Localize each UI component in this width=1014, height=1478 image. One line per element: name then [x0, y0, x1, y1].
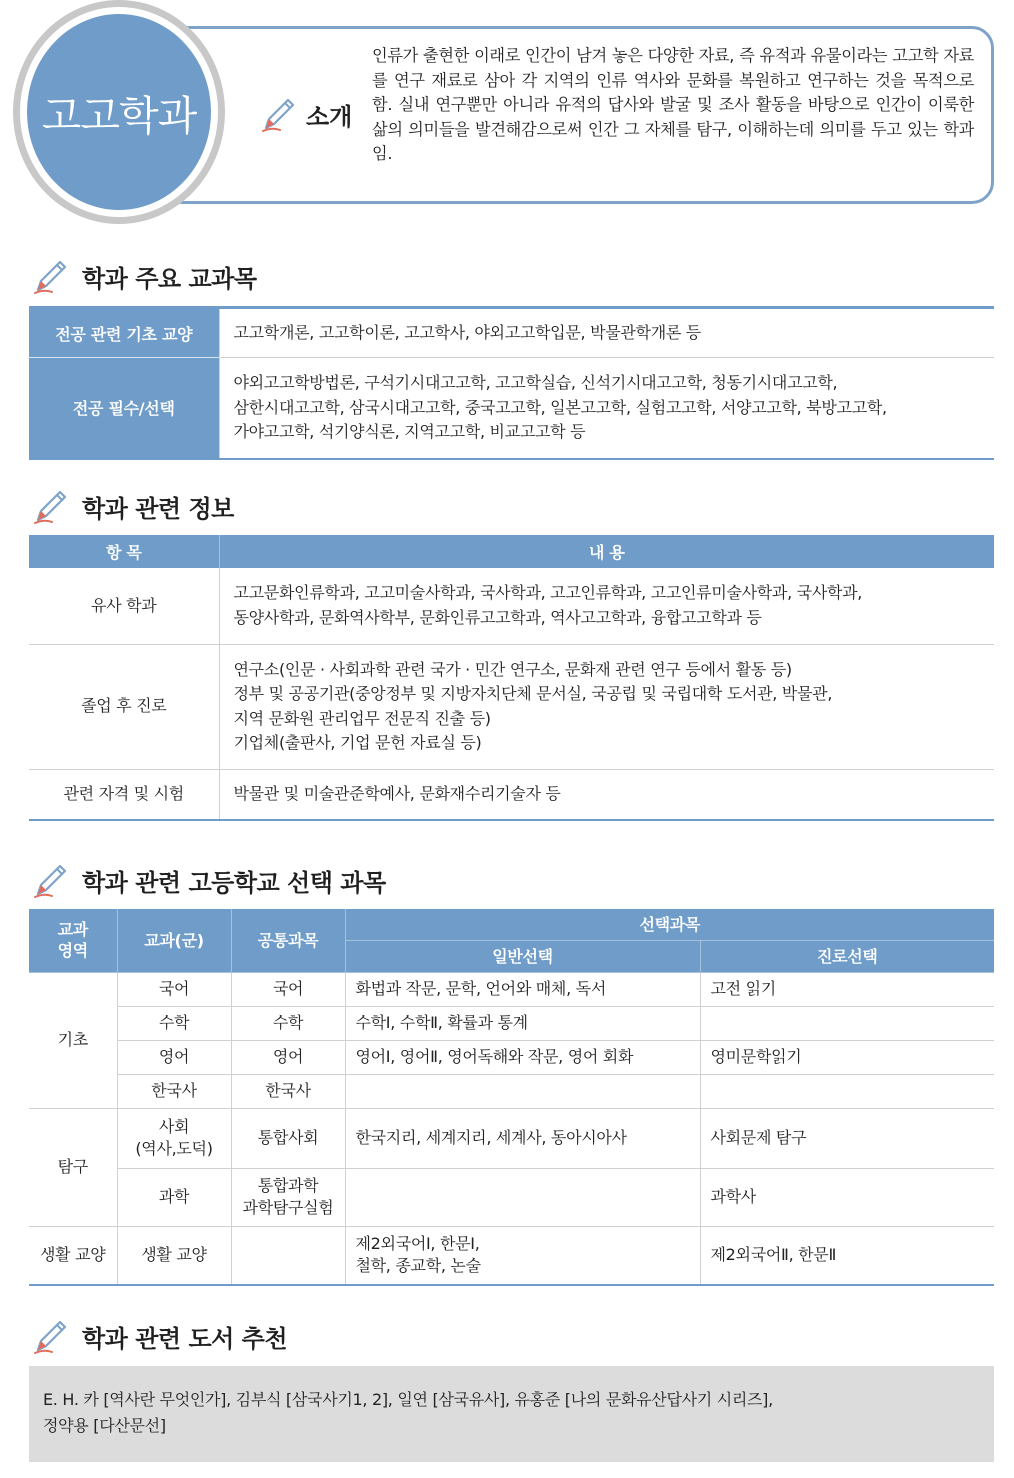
group-cell: 생활 교양	[117, 1226, 231, 1285]
career-cell: 제2외국어Ⅱ, 한문Ⅱ	[700, 1226, 994, 1285]
career-cell: 영미문학읽기	[700, 1040, 994, 1074]
col-header-career: 진로선택	[700, 940, 994, 972]
section-heading-hs	[30, 860, 386, 900]
subjects-table	[29, 306, 994, 460]
row-label: 관련 자격 및 시험	[29, 769, 219, 820]
general-cell: 한국지리, 세계지리, 세계사, 동아시아사	[345, 1108, 700, 1168]
row-label: 유사 학과	[29, 568, 219, 644]
section-title: 학과 관련 고등학교 선택 과목	[82, 868, 386, 897]
career-cell	[700, 1074, 994, 1108]
content-line: 박물관 및 미술관준학예사, 문화재수리기술자 등	[233, 784, 561, 803]
general-cell: 화법과 작문, 문학, 언어와 매체, 독서	[345, 972, 700, 1006]
col-header-item: 항 목	[29, 535, 219, 568]
content-line: 삼한시대고고학, 삼국시대고고학, 중국고고학, 일본고고학, 실험고고학, 서양고고학, 북방고고학,	[233, 397, 887, 417]
general-cell: 영어Ⅰ, 영어Ⅱ, 영어독해와 작문, 영어 회화	[345, 1040, 700, 1074]
career-cell: 고전 읽기	[700, 972, 994, 1006]
header-line: 교과	[57, 920, 88, 940]
table-header-row	[29, 909, 994, 940]
group-cell: 국어	[117, 972, 231, 1006]
row-content	[219, 568, 994, 644]
career-cell: 사회문제 탐구	[700, 1108, 994, 1168]
hs-subjects-table	[29, 909, 994, 1286]
common-cell: 한국사	[231, 1074, 345, 1108]
cell-line: 철학, 종교학, 논술	[355, 1256, 481, 1276]
pencil-icon	[30, 256, 70, 296]
table-header-row	[29, 535, 994, 568]
intro-heading	[258, 94, 352, 134]
section-title: 학과 관련 정보	[82, 494, 234, 523]
common-cell	[231, 1168, 345, 1226]
table-row	[29, 1168, 994, 1226]
cell-line: 과학탐구실험	[242, 1198, 334, 1217]
general-cell	[345, 1168, 700, 1226]
section-title: 학과 주요 교과목	[82, 264, 257, 293]
group-cell: 과학	[117, 1168, 231, 1226]
content-line: 야외고고학방법론, 구석기시대고고학, 고고학실습, 신석기시대고고학, 청동기시대고고학,	[233, 373, 838, 392]
table-row	[29, 972, 994, 1006]
table-row	[29, 1108, 994, 1168]
row-content	[219, 308, 994, 358]
content-line: 고고학개론, 고고학이론, 고고학사, 야외고고학입문, 박물관학개론 등	[233, 322, 701, 342]
col-header-area	[29, 909, 117, 972]
pencil-icon	[30, 1316, 70, 1356]
common-cell: 통합사회	[231, 1108, 345, 1168]
row-content	[219, 644, 994, 769]
row-label: 졸업 후 진로	[29, 644, 219, 769]
pencil-icon	[30, 860, 70, 900]
row-content	[219, 769, 994, 820]
intro-text: 인류가 출현한 이래로 인간이 남겨 놓은 다양한 자료, 즉 유적과 유물이라는 고고학 자료를 연구 재료로 삼아 각 지역의 인류 역사와 문화를 복원하고 연구하는 것을 목적으로 함. 실내 연구뿐만 아니라 유적의 답사와 발굴 및 조사 활동을 바탕으로 인간이 이룩한 삶의 의미들을 발견해감으로써 인간 그 자체를 탐구, 이해하는데 의미를 두고 있는 학과임.	[372, 46, 974, 163]
content-line: 동양사학과, 문화역사학부, 문화인류고고학과, 역사고고학과, 융합고고학과 등	[233, 607, 762, 627]
career-cell: 과학사	[700, 1168, 994, 1226]
table-row	[29, 568, 994, 644]
group-cell: 한국사	[117, 1074, 231, 1108]
info-table	[29, 535, 994, 821]
common-cell: 국어	[231, 972, 345, 1006]
table-row	[29, 769, 994, 820]
cell-line: 제2외국어Ⅰ, 한문Ⅰ,	[355, 1234, 480, 1254]
table-row	[29, 1006, 994, 1040]
cell-line: 사회	[158, 1117, 190, 1136]
area-cell: 기초	[29, 972, 117, 1108]
common-cell: 수학	[231, 1006, 345, 1040]
content-line: 고고문화인류학과, 고고미술사학과, 국사학과, 고고인류학과, 고고인류미술사학과, 국사학과,	[233, 583, 863, 603]
content-line: 지역 문화원 관리업무 전문직 진출 등)	[233, 708, 491, 728]
section-heading-info	[30, 486, 234, 526]
books-line: 정약용 [다산문선]	[43, 1416, 166, 1435]
books-box	[29, 1366, 994, 1462]
intro-label: 소개	[306, 102, 353, 131]
col-header-general: 일반선택	[345, 940, 700, 972]
table-row	[29, 358, 994, 459]
books-line: E. H. 카 [역사란 무엇인가], 김부식 [삼국사기1, 2], 일연 [삼국유사], 유홍준 [나의 문화유산답사기 시리즈],	[43, 1390, 773, 1409]
section-heading-books	[30, 1316, 287, 1356]
group-cell	[117, 1108, 231, 1168]
area-cell: 생활 교양	[29, 1226, 117, 1285]
general-cell	[345, 1074, 700, 1108]
table-row	[29, 644, 994, 769]
cell-line: (역사,도덕)	[135, 1139, 213, 1158]
content-line: 가야고고학, 석기양식론, 지역고고학, 비교고고학 등	[233, 422, 586, 441]
table-row	[29, 1040, 994, 1074]
group-cell: 영어	[117, 1040, 231, 1074]
pencil-icon	[30, 486, 70, 526]
group-cell: 수학	[117, 1006, 231, 1040]
general-cell: 수학Ⅰ, 수학Ⅱ, 확률과 통계	[345, 1006, 700, 1040]
col-header-content: 내 용	[219, 535, 994, 568]
row-label: 전공 관련 기초 교양	[29, 308, 219, 358]
area-cell: 탐구	[29, 1108, 117, 1226]
table-row	[29, 1226, 994, 1285]
table-row	[29, 1074, 994, 1108]
content-line: 기업체(출판사, 기업 문헌 자료실 등)	[233, 733, 482, 752]
content-line: 정부 및 공공기관(중앙정부 및 지방자치단체 문서실, 국공립 및 국립대학 도서관, 박물관,	[233, 684, 833, 703]
common-cell	[231, 1226, 345, 1285]
dept-badge	[27, 14, 211, 210]
pencil-icon	[258, 94, 298, 134]
row-label: 전공 필수/선택	[29, 358, 219, 459]
cell-line: 통합과학	[257, 1176, 319, 1195]
common-cell: 영어	[231, 1040, 345, 1074]
col-header-group: 교과(군)	[117, 909, 231, 972]
general-cell	[345, 1226, 700, 1285]
section-title: 학과 관련 도서 추천	[82, 1324, 288, 1353]
col-header-common: 공통과목	[231, 909, 345, 972]
table-row	[29, 308, 994, 358]
section-heading-subjects	[30, 256, 257, 296]
dept-name: 고고학과	[41, 91, 197, 140]
header-line: 영역	[57, 941, 88, 961]
col-header-elective: 선택과목	[345, 909, 994, 940]
content-line: 연구소(인문 · 사회과학 관련 국가 · 민간 연구소, 문화재 관련 연구 등에서 활동 등)	[233, 659, 792, 679]
row-content	[219, 358, 994, 459]
career-cell	[700, 1006, 994, 1040]
